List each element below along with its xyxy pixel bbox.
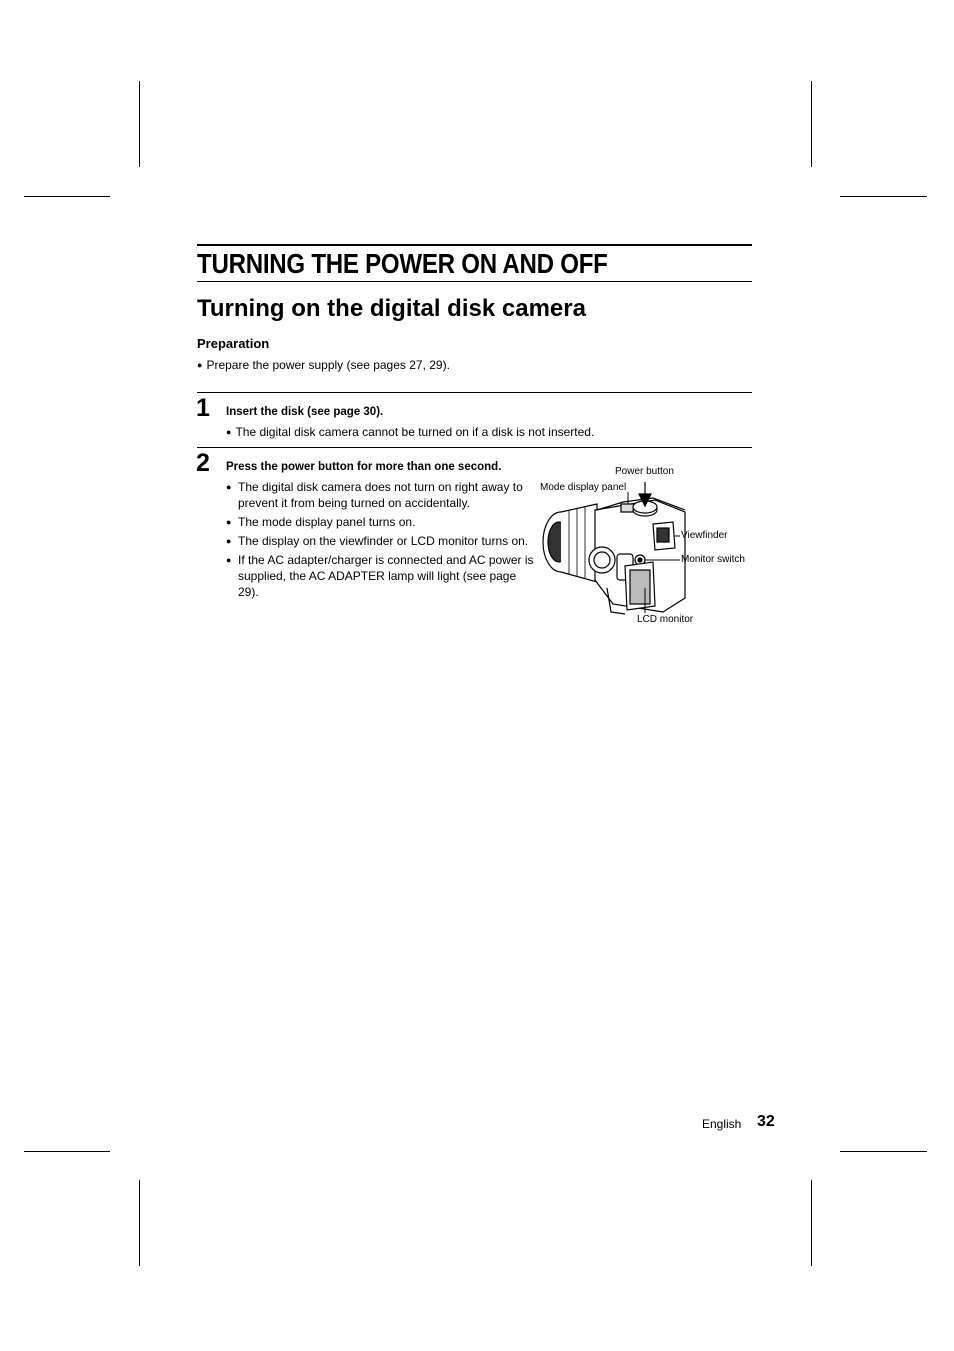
step-1-title: Insert the disk (see page 30). xyxy=(226,406,384,418)
camera-illustration xyxy=(535,470,755,635)
page-number: 32 xyxy=(757,1113,775,1130)
label-lcd-monitor: LCD monitor xyxy=(637,614,694,625)
list-item: ● If the AC adapter/charger is connected and AC power is supplied, the AC ADAPTER lamp will light (see page 29). xyxy=(226,552,536,600)
step-2-bullets xyxy=(226,479,536,603)
section-title: Turning on the digital disk camera xyxy=(197,295,586,322)
list-item: ● The mode display panel turns on. xyxy=(226,514,536,530)
label-mode-display-panel: Mode display panel xyxy=(540,482,627,493)
crop-mark xyxy=(811,81,812,167)
bullet-icon: ● xyxy=(197,360,203,370)
title-rule-top xyxy=(197,244,752,246)
step-2-number: 2 xyxy=(196,449,210,477)
label-viewfinder: Viewfinder xyxy=(681,530,728,541)
step-1-number: 1 xyxy=(196,394,210,422)
bullet-icon: ● xyxy=(226,427,232,437)
crop-mark xyxy=(139,81,140,167)
crop-mark xyxy=(840,196,927,197)
label-power-button: Power button xyxy=(615,466,674,477)
crop-mark xyxy=(24,1151,110,1152)
crop-mark xyxy=(840,1151,927,1152)
footer-language: English xyxy=(702,1117,742,1131)
step-1-rule xyxy=(197,392,752,393)
title-rule-bottom xyxy=(197,281,752,282)
list-item: ● The digital disk camera does not turn on right away to prevent it from being turned on accidentally. xyxy=(226,479,536,511)
step-1-bullet-text: The digital disk camera cannot be turned on if a disk is not inserted. xyxy=(235,425,595,439)
step-2-title: Press the power button for more than one second. xyxy=(226,461,502,473)
list-item: ● The display on the viewfinder or LCD monitor turns on. xyxy=(226,533,536,549)
preparation-bullet-text: Prepare the power supply (see pages 27, 29). xyxy=(206,358,450,372)
label-monitor-switch: Monitor switch xyxy=(681,554,745,565)
preparation-bullet xyxy=(197,357,450,373)
crop-mark xyxy=(139,1180,140,1266)
step-2-rule xyxy=(197,447,752,448)
page-title: TURNING THE POWER ON AND OFF xyxy=(197,248,608,279)
preparation-heading: Preparation xyxy=(197,336,270,351)
step-1-bullet xyxy=(226,424,594,440)
crop-mark xyxy=(811,1180,812,1266)
crop-mark xyxy=(24,196,110,197)
